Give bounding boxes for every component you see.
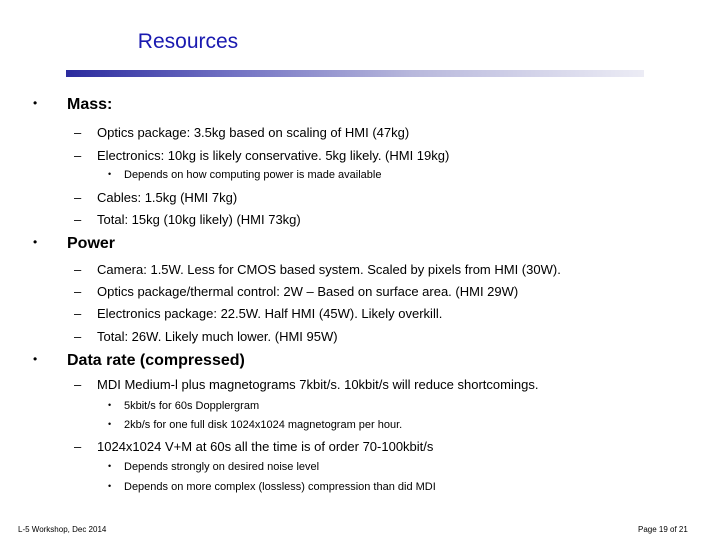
dash-icon: – xyxy=(74,148,82,163)
dash-icon: – xyxy=(74,190,82,205)
title-underline-bar xyxy=(66,70,644,77)
list-item-text: Camera: 1.5W. Less for CMOS based system. Scaled by pixels from HMI (30W). xyxy=(97,262,561,277)
slide-title: Resources xyxy=(137,30,239,53)
dash-icon: – xyxy=(74,306,82,321)
bullet-icon: • xyxy=(33,96,38,110)
sub-list-item-text: 2kb/s for one full disk 1024x1024 magnetogram per hour. xyxy=(124,419,403,431)
dash-icon: – xyxy=(74,284,82,299)
footer-page-number: Page 19 of 21 xyxy=(638,525,688,534)
section-heading: Mass: xyxy=(67,96,113,113)
list-item-text: Optics package/thermal control: 2W – Based on surface area. (HMI 29W) xyxy=(97,284,519,299)
list-item-text: Electronics package: 22.5W. Half HMI (45W). Likely overkill. xyxy=(97,306,443,321)
dash-icon: – xyxy=(74,212,82,227)
sub-list-item-text: Depends strongly on desired noise level xyxy=(124,461,320,473)
list-item-text: Cables: 1.5kg (HMI 7kg) xyxy=(97,190,238,205)
bullet-icon: • xyxy=(33,235,38,249)
bullet-icon: • xyxy=(108,400,112,410)
list-item-text: Total: 15kg (10kg likely) (HMI 73kg) xyxy=(97,212,301,227)
section-heading: Power xyxy=(67,235,116,252)
sub-list-item-text: 5kbit/s for 60s Dopplergram xyxy=(124,400,260,412)
bullet-icon: • xyxy=(108,169,112,179)
bullet-icon: • xyxy=(108,481,112,491)
dash-icon: – xyxy=(74,439,82,454)
list-item-text: Total: 26W. Likely much lower. (HMI 95W) xyxy=(97,329,338,344)
dash-icon: – xyxy=(74,377,82,392)
list-item-text: Optics package: 3.5kg based on scaling of HMI (47kg) xyxy=(97,125,410,140)
list-item-text: MDI Medium-l plus magnetograms 7kbit/s. 10kbit/s will reduce shortcomings. xyxy=(97,377,539,392)
bullet-icon: • xyxy=(108,419,112,429)
sub-list-item-text: Depends on how computing power is made available xyxy=(124,169,382,181)
dash-icon: – xyxy=(74,329,82,344)
sub-list-item-text: Depends on more complex (lossless) compression than did MDI xyxy=(124,481,436,493)
dash-icon: – xyxy=(74,262,82,277)
bullet-icon: • xyxy=(33,352,38,366)
list-item-text: 1024x1024 V+M at 60s all the time is of order 70-100kbit/s xyxy=(97,439,434,454)
dash-icon: – xyxy=(74,125,82,140)
bullet-icon: • xyxy=(108,461,112,471)
section-heading: Data rate (compressed) xyxy=(67,352,245,369)
list-item-text: Electronics: 10kg is likely conservative. 5kg likely. (HMI 19kg) xyxy=(97,148,450,163)
footer-left-text: L-5 Workshop, Dec 2014 xyxy=(18,525,107,534)
